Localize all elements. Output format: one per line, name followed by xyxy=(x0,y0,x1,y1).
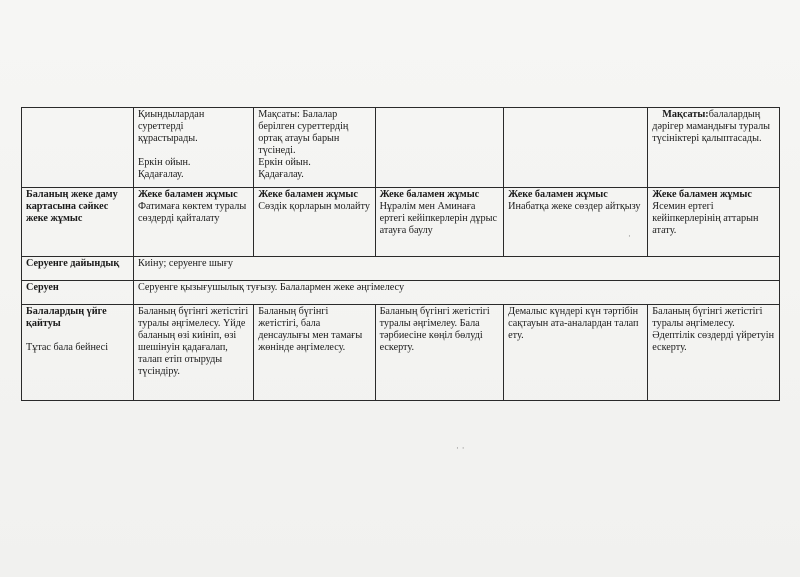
cell-wednesday: Жеке баламен жұмыс Нұрәлім мен Аминаға ертегі кейіпкерлерін дұрыс атауға баулу xyxy=(375,188,504,257)
cell-monday: Баланың бүгінгі жетістігі туралы әңгімелесу. Үйде баланың өзі киініп, өзі шешінуін қадағалап, талап етіп отыруды түсіндіру. xyxy=(133,305,253,401)
cell-friday: Жеке баламен жұмыс Ясемин ертегі кейіпкерлерінің аттарын атату. xyxy=(648,188,780,257)
cell-wednesday xyxy=(375,108,504,188)
cell-thursday xyxy=(504,108,648,188)
cell-monday: Жеке баламен жұмыс Фатимаға көктем туралы сөздерді қайталату xyxy=(133,188,253,257)
row-label-empty xyxy=(22,108,134,188)
table-row xyxy=(22,281,780,305)
row-label: Серуен xyxy=(22,281,134,305)
merged-cell: Киіну; серуенге шығу xyxy=(133,257,779,281)
merged-cell: Серуенге қызығушылық туғызу. Балалармен жеке әңгімелесу xyxy=(133,281,779,305)
cell-friday: Мақсаты:балалардың дәрігер мамандығы туралы түсініктері қалыптасады. xyxy=(648,108,780,188)
table-row xyxy=(22,188,780,257)
cell-tuesday: Мақсаты: Балалар берілген суреттердің ортақ атауы барын түсінеді. Еркін ойын. Қадағалау. xyxy=(254,108,375,188)
cell-thursday: Жеке баламен жұмыс Инабатқа жеке сөздер айтқызу xyxy=(504,188,648,257)
cell-friday: Баланың бүгінгі жетістігі туралы әңгімелесу. Әдептілік сөздерді үйретуін ескерту. xyxy=(648,305,780,401)
daily-plan-table xyxy=(21,107,780,401)
table-row xyxy=(22,305,780,401)
table-row xyxy=(22,257,780,281)
cell-monday: Қиындылардан суреттерді құрастырады. Еркін ойын. Қадағалау. xyxy=(133,108,253,188)
row-label: Серуенге дайындық xyxy=(22,257,134,281)
row-label: Балалардың үйге қайтуы Тұтас бала бейнесі xyxy=(22,305,134,401)
row-label: Баланың жеке даму картасына сәйкес жеке жұмыс xyxy=(22,188,134,257)
table-row xyxy=(22,108,780,188)
cell-tuesday: Жеке баламен жұмыс Сөздік қорларын молайту xyxy=(254,188,375,257)
scan-speck: · · xyxy=(456,444,465,454)
cell-wednesday: Баланың бүгінгі жетістігі туралы әңгімелеу. Бала тәрбиесіне көңіл бөлуді ескерту. xyxy=(375,305,504,401)
cell-thursday: Демалыс күндері күн тәртібін сақтауын ата-аналардан талап ету. xyxy=(504,305,648,401)
cell-tuesday: Баланың бүгінгі жетістігі, бала денсаулығы мен тамағы жөнінде әңгімелесу. xyxy=(254,305,375,401)
scan-speck: · xyxy=(628,232,631,242)
